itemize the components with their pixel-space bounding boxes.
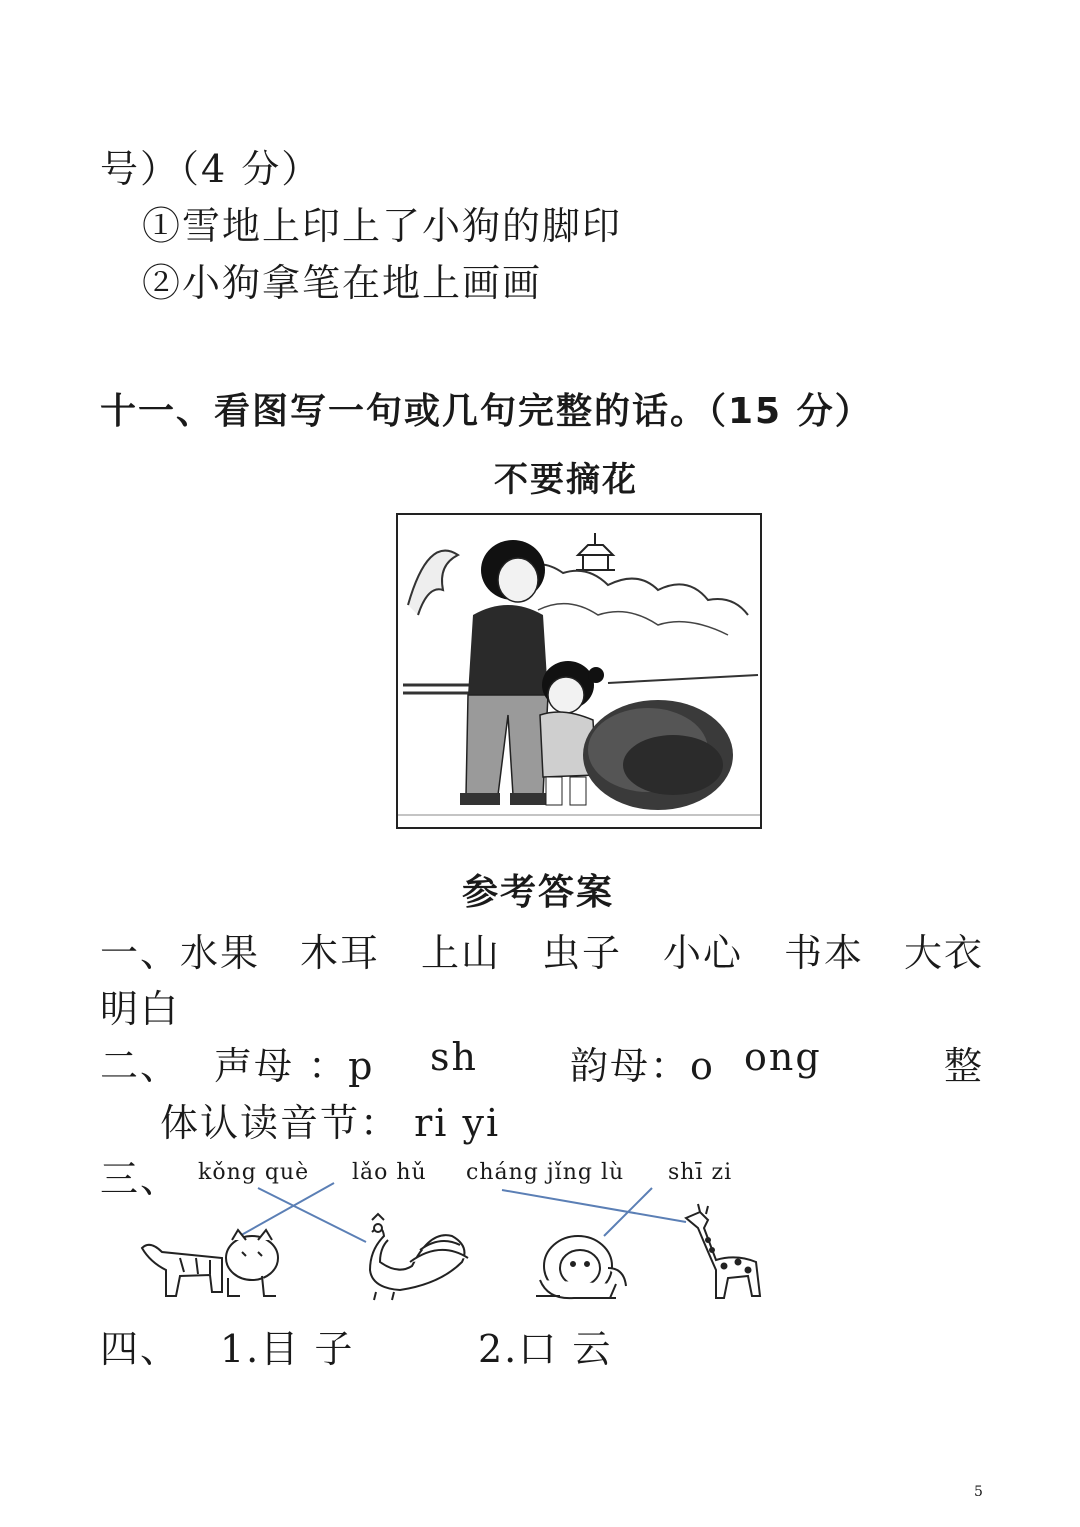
pinyin-laohu: lǎo hǔ [352, 1160, 427, 1185]
option-2: ②小狗拿笔在地上画画 [142, 261, 543, 305]
match-line-lion [604, 1188, 652, 1236]
answer-3-label: 三、 [100, 1157, 181, 1201]
lion-icon [536, 1236, 626, 1298]
answer-1-word: 上山 [421, 931, 502, 975]
answer-1-continued: 明白 [100, 987, 181, 1031]
peacock-icon [370, 1214, 468, 1300]
answers-title: 参考答案 [462, 872, 615, 913]
answer-2-ong: ong [744, 1035, 822, 1079]
answer-2-yunmu: 韵母：o [570, 1044, 715, 1088]
answer-2-sh: sh [430, 1035, 478, 1079]
picture-title: 不要摘花 [494, 460, 638, 500]
answer-2-shengmu: 声母 ：p [214, 1044, 375, 1088]
answer-1-label: 一、 [100, 931, 181, 975]
match-lines [236, 1183, 686, 1242]
option-1: ①雪地上印上了小狗的脚印 [142, 204, 623, 248]
answer-2-zheng: 整 [944, 1044, 985, 1088]
page-number: 5 [974, 1484, 983, 1500]
answer-4-part1: 1.目 子 [220, 1327, 355, 1371]
pinyin-kongque: kǒng què [198, 1160, 310, 1185]
answer-1-word: 虫子 [542, 931, 623, 975]
answer-1-word: 木耳 [300, 931, 381, 975]
answer-2-line2: 体认读音节： ri yi [160, 1101, 501, 1145]
answer-4-part2: 2.口 云 [478, 1327, 613, 1371]
pinyin-shizi: shī zi [668, 1160, 733, 1185]
match-line-tiger [236, 1183, 334, 1238]
answer-1-word: 大衣 [904, 931, 985, 975]
answer-4-label: 四、 [100, 1327, 181, 1371]
answer-2-label: 二、 [100, 1044, 181, 1088]
answer-1-word: 书本 [784, 931, 865, 975]
match-line-giraffe [502, 1190, 686, 1222]
answer-1-word: 小心 [663, 931, 744, 975]
pinyin-changjinglu: cháng jǐng lù [466, 1160, 625, 1185]
question-tail: 号）（4 分） [100, 147, 322, 191]
answer-1-word: 水果 [180, 931, 261, 975]
giraffe-icon [686, 1204, 760, 1298]
tiger-icon [142, 1230, 278, 1296]
question-11-heading: 十一、看图写一句或几句完整的话。（15 分） [100, 391, 873, 432]
